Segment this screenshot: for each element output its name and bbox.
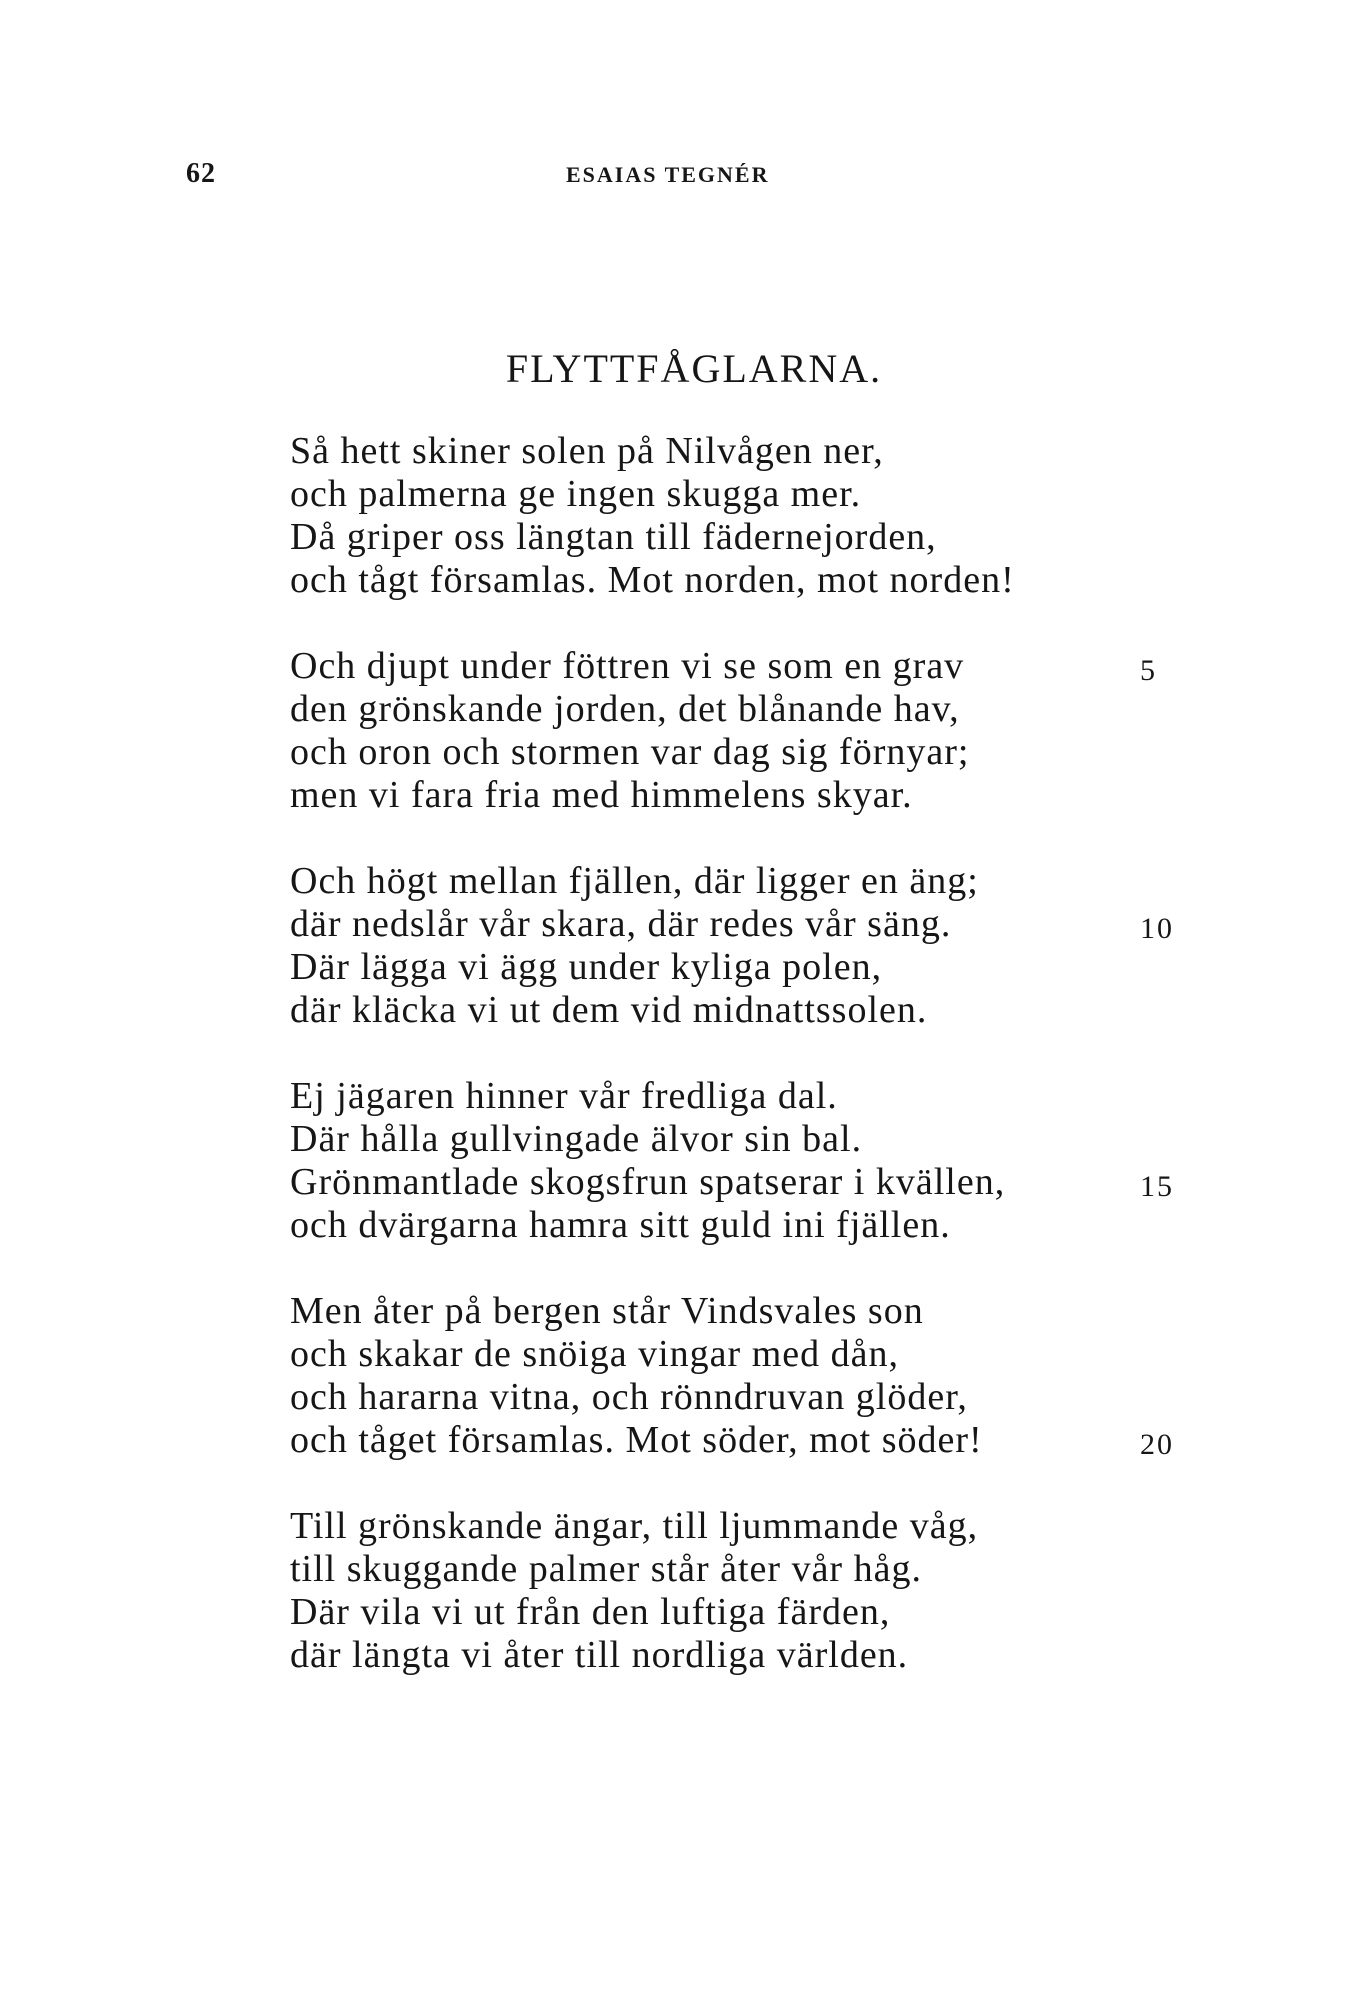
line-text: Men åter på bergen står Vindsvales son — [290, 1290, 924, 1332]
poem-line — [290, 516, 1190, 559]
poem-line — [290, 1591, 1190, 1634]
poem-body — [290, 430, 1190, 1720]
running-title: ESAIAS TEGNÉR — [566, 162, 770, 187]
poem-line — [290, 946, 1190, 989]
poem-line — [290, 1204, 1190, 1247]
line-number: 10 — [1140, 912, 1174, 945]
line-text: där kläcka vi ut dem vid midnattssolen. — [290, 989, 928, 1031]
poem-line — [290, 903, 1190, 946]
stanza-4 — [290, 1075, 1190, 1247]
line-number: 20 — [1140, 1428, 1174, 1461]
line-text: och skakar de snöiga vingar med dån, — [290, 1333, 899, 1375]
line-text: Då griper oss längtan till fädernejorden, — [290, 516, 937, 558]
poem-line — [290, 1075, 1190, 1118]
poem-line — [290, 1634, 1190, 1677]
poem-line — [290, 1333, 1190, 1376]
page-number: 62 — [186, 158, 216, 189]
poem-line — [290, 473, 1190, 516]
stanza-3 — [290, 860, 1190, 1032]
poem-line — [290, 989, 1190, 1032]
running-head — [0, 158, 1352, 198]
line-text: Där vila vi ut från den luftiga färden, — [290, 1591, 891, 1633]
line-text: och oron och stormen var dag sig förnyar; — [290, 731, 970, 773]
line-text: och palmerna ge ingen skugga mer. — [290, 473, 862, 515]
stanza-6 — [290, 1505, 1190, 1677]
line-text: Där lägga vi ägg under kyliga polen, — [290, 946, 883, 988]
poem-line — [290, 1505, 1190, 1548]
line-text: och hararna vitna, och rönndruvan glöder, — [290, 1376, 968, 1418]
stanza-1 — [290, 430, 1190, 602]
poem-line — [290, 559, 1190, 602]
line-number: 15 — [1140, 1170, 1174, 1203]
line-text: Så hett skiner solen på Nilvågen ner, — [290, 430, 884, 472]
line-text: men vi fara fria med himmelens skyar. — [290, 774, 913, 816]
poem-line — [290, 731, 1190, 774]
stanza-5 — [290, 1290, 1190, 1462]
line-text: Grönmantlade skogsfrun spatserar i kvällen, — [290, 1161, 1006, 1203]
line-text: och dvärgarna hamra sitt guld ini fjällen. — [290, 1204, 951, 1246]
poem-line — [290, 1161, 1190, 1204]
poem-line — [290, 1419, 1190, 1462]
line-number: 5 — [1140, 654, 1157, 687]
poem-line — [290, 645, 1190, 688]
line-text: Och högt mellan fjällen, där ligger en äng; — [290, 860, 979, 902]
poem-line — [290, 430, 1190, 473]
poem-title: FLYTTFÅGLARNA. — [505, 346, 883, 391]
line-text: där nedslår vår skara, där redes vår säng. — [290, 903, 952, 945]
line-text: där längta vi åter till nordliga världen. — [290, 1634, 909, 1676]
poem-line — [290, 1118, 1190, 1161]
line-text: den grönskande jorden, det blånande hav, — [290, 688, 960, 730]
poem-line — [290, 688, 1190, 731]
line-text: Ej jägaren hinner vår fredliga dal. — [290, 1075, 838, 1117]
line-text: Till grönskande ängar, till ljummande våg, — [290, 1505, 979, 1547]
stanza-2 — [290, 645, 1190, 817]
line-text: till skuggande palmer står åter vår håg. — [290, 1548, 922, 1590]
line-text: Och djupt under föttren vi se som en grav — [290, 645, 965, 687]
poem-line — [290, 860, 1190, 903]
poem-line — [290, 1290, 1190, 1333]
line-text: Där hålla gullvingade älvor sin bal. — [290, 1118, 863, 1160]
poem-line — [290, 774, 1190, 817]
poem-line — [290, 1548, 1190, 1591]
line-text: och tåget församlas. Mot söder, mot söder! — [290, 1419, 983, 1461]
poem-line — [290, 1376, 1190, 1419]
line-text: och tågt församlas. Mot norden, mot norden! — [290, 559, 1015, 601]
